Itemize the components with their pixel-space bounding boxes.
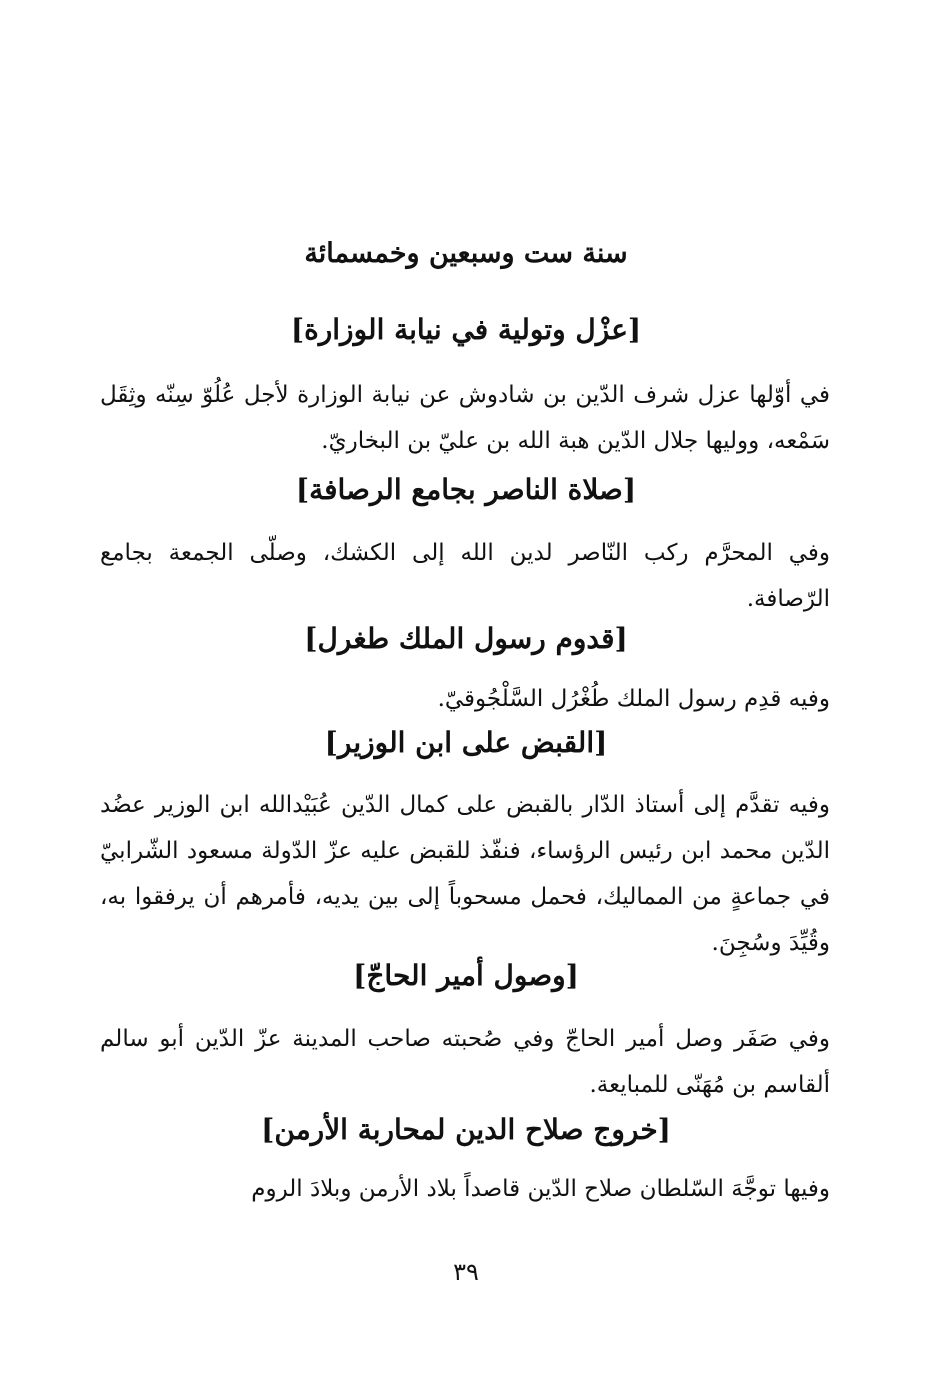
- section-title-nasir-prayer: [صلاة الناصر بجامع الرصافة]: [295, 473, 637, 506]
- page-number: ٣٩: [453, 1258, 479, 1286]
- paragraph-dismissal: في أوّلها عزل شرف الدّين بن شادوش عن نيابة الوزارة لأجل عُلُوّ سِنّه وثِقَل سَمْعه، ووليها جلال الدّين هبة الله بن عليّ بن البخاريّ.: [100, 382, 830, 454]
- year-heading: سنة ست وسبعين وخمسمائة: [304, 238, 628, 269]
- paragraph-armenia-campaign: وفيها توجَّهَ السّلطان صلاح الدّين قاصداً بلاد الأرمن وبلادَ الروم: [251, 1176, 830, 1202]
- section-title-vizier-son-arrest: [القبض على ابن الوزير]: [324, 726, 608, 759]
- paragraph-nasir-prayer: وفي المحرَّم ركب النّاصر لدين الله إلى الكشك، وصلّى الجمعة بجامع الرّصافة.: [100, 540, 830, 612]
- paragraph-hajj-emir: وفي صَفَر وصل أمير الحاجّ وفي صُحبته صاحب المدينة عزّ الدّين أبو سالم ألقاسم بن مُهَنّى للمبايعة.: [100, 1026, 830, 1098]
- paragraph-vizier-son-arrest: وفيه تقدَّم إلى أستاذ الدّار بالقبض على كمال الدّين عُبَيْدالله ابن الوزير عضُد الدّين محمد ابن رئيس الرؤساء، فنفّذ للقبض عليه عزّ الدّولة مسعود الشّرابيّ في جماعةٍ من المماليك، فحمل مسحوباً إلى بين يديه، فأمرهم أن يرفقوا به، وقُيِّدَ وسُجِنَ.: [100, 792, 830, 956]
- paragraph-tughril-envoy: وفيه قدِم رسول الملك طُغْرُل السَّلْجُوقيّ.: [437, 686, 830, 712]
- section-title-hajj-emir: [وصول أمير الحاجّ]: [353, 959, 579, 992]
- section-title-tughril-envoy: [قدوم رسول الملك طغرل]: [304, 622, 628, 655]
- section-title-dismissal: [عزْل وتولية في نيابة الوزارة]: [290, 313, 642, 346]
- section-title-armenia-campaign: [خروج صلاح الدين لمحاربة الأرمن]: [261, 1113, 671, 1146]
